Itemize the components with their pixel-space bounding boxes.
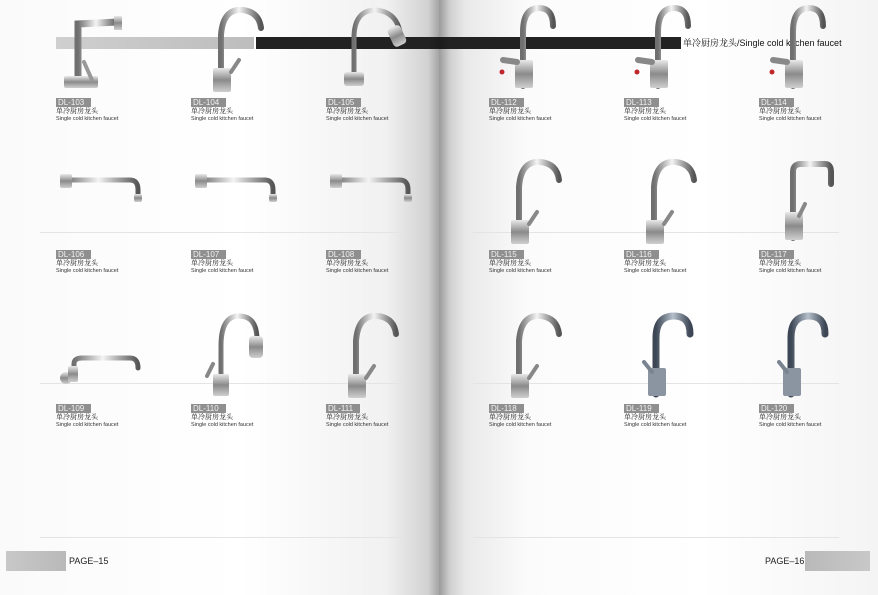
product-code: DL-110 xyxy=(191,404,226,413)
product-name-en: Single cold kitchen faucet xyxy=(759,268,822,274)
product-card xyxy=(759,0,869,125)
product-code: DL-113 xyxy=(624,98,659,107)
page-number-right: PAGE–16 xyxy=(765,556,805,566)
product-name-cn: 单冷厨房龙头 xyxy=(56,260,98,267)
product-name-en: Single cold kitchen faucet xyxy=(191,116,254,122)
product-card xyxy=(326,0,436,125)
faucet-image xyxy=(56,0,156,96)
product-card xyxy=(624,152,734,277)
product-card xyxy=(624,0,734,125)
faucet-image xyxy=(759,0,859,96)
product-name-cn: 单冷厨房龙头 xyxy=(489,414,531,421)
page-number-left: PAGE–15 xyxy=(69,556,109,566)
product-name-en: Single cold kitchen faucet xyxy=(326,422,389,428)
faucet-image xyxy=(489,152,589,248)
section-title: 单冷厨房龙头/Single cold kitchen faucet xyxy=(683,38,842,48)
product-name-cn: 单冷厨房龙头 xyxy=(191,108,233,115)
product-name-cn: 单冷厨房龙头 xyxy=(624,108,666,115)
product-name-cn: 单冷厨房龙头 xyxy=(759,260,801,267)
product-card xyxy=(489,306,599,431)
product-name-en: Single cold kitchen faucet xyxy=(191,268,254,274)
product-code: DL-104 xyxy=(191,98,226,107)
faucet-image xyxy=(489,306,589,402)
product-code: DL-116 xyxy=(624,250,659,259)
row-divider xyxy=(40,537,405,538)
product-code: DL-106 xyxy=(56,250,91,259)
product-card xyxy=(56,306,166,431)
faucet-image xyxy=(624,152,724,248)
product-name-en: Single cold kitchen faucet xyxy=(759,116,822,122)
product-name-cn: 单冷厨房龙头 xyxy=(56,108,98,115)
product-name-en: Single cold kitchen faucet xyxy=(624,422,687,428)
faucet-image xyxy=(191,306,291,402)
product-name-en: Single cold kitchen faucet xyxy=(326,268,389,274)
product-name-cn: 单冷厨房龙头 xyxy=(191,260,233,267)
faucet-image xyxy=(191,0,291,96)
product-code: DL-114 xyxy=(759,98,794,107)
product-card xyxy=(56,152,166,277)
product-code: DL-118 xyxy=(489,404,524,413)
product-name-en: Single cold kitchen faucet xyxy=(759,422,822,428)
faucet-image xyxy=(191,152,291,248)
product-card xyxy=(624,306,734,431)
faucet-image xyxy=(624,306,724,402)
product-code: DL-120 xyxy=(759,404,794,413)
product-name-cn: 单冷厨房龙头 xyxy=(624,260,666,267)
product-code: DL-111 xyxy=(326,404,360,413)
product-name-en: Single cold kitchen faucet xyxy=(489,268,552,274)
faucet-image xyxy=(624,0,724,96)
faucet-image xyxy=(326,306,426,402)
product-card xyxy=(56,0,166,125)
product-card xyxy=(759,306,869,431)
product-name-cn: 单冷厨房龙头 xyxy=(326,108,368,115)
product-code: DL-107 xyxy=(191,250,226,259)
product-code: DL-117 xyxy=(759,250,794,259)
product-name-en: Single cold kitchen faucet xyxy=(489,116,552,122)
faucet-image xyxy=(489,0,589,96)
faucet-image xyxy=(326,152,426,248)
product-name-cn: 单冷厨房龙头 xyxy=(624,414,666,421)
product-code: DL-109 xyxy=(56,404,91,413)
product-code: DL-119 xyxy=(624,404,659,413)
row-divider xyxy=(473,537,839,538)
product-name-en: Single cold kitchen faucet xyxy=(56,422,119,428)
faucet-image xyxy=(759,152,859,248)
product-name-en: Single cold kitchen faucet xyxy=(489,422,552,428)
product-name-en: Single cold kitchen faucet xyxy=(191,422,254,428)
catalog-page-right xyxy=(439,0,878,595)
product-card xyxy=(191,0,301,125)
product-name-cn: 单冷厨房龙头 xyxy=(326,260,368,267)
faucet-image xyxy=(326,0,426,96)
product-card xyxy=(489,152,599,277)
product-card xyxy=(191,152,301,277)
product-name-cn: 单冷厨房龙头 xyxy=(56,414,98,421)
faucet-image xyxy=(56,306,156,402)
product-code: DL-105 xyxy=(326,98,361,107)
book-gutter-shadow xyxy=(428,0,450,595)
product-card xyxy=(489,0,599,125)
footer-bar xyxy=(6,551,66,571)
product-code: DL-115 xyxy=(489,250,524,259)
product-name-cn: 单冷厨房龙头 xyxy=(759,108,801,115)
faucet-image xyxy=(759,306,859,402)
product-name-cn: 单冷厨房龙头 xyxy=(191,414,233,421)
product-name-cn: 单冷厨房龙头 xyxy=(759,414,801,421)
product-name-en: Single cold kitchen faucet xyxy=(624,268,687,274)
product-code: DL-108 xyxy=(326,250,361,259)
product-code: DL-103 xyxy=(56,98,91,107)
product-name-cn: 单冷厨房龙头 xyxy=(326,414,368,421)
product-card xyxy=(191,306,301,431)
product-name-en: Single cold kitchen faucet xyxy=(56,116,119,122)
product-code: DL-112 xyxy=(489,98,524,107)
product-card xyxy=(759,152,869,277)
product-card xyxy=(326,306,436,431)
footer-bar xyxy=(805,551,870,571)
product-name-en: Single cold kitchen faucet xyxy=(326,116,389,122)
product-name-en: Single cold kitchen faucet xyxy=(56,268,119,274)
product-card xyxy=(326,152,436,277)
faucet-image xyxy=(56,152,156,248)
product-name-cn: 单冷厨房龙头 xyxy=(489,260,531,267)
product-name-cn: 单冷厨房龙头 xyxy=(489,108,531,115)
product-name-en: Single cold kitchen faucet xyxy=(624,116,687,122)
